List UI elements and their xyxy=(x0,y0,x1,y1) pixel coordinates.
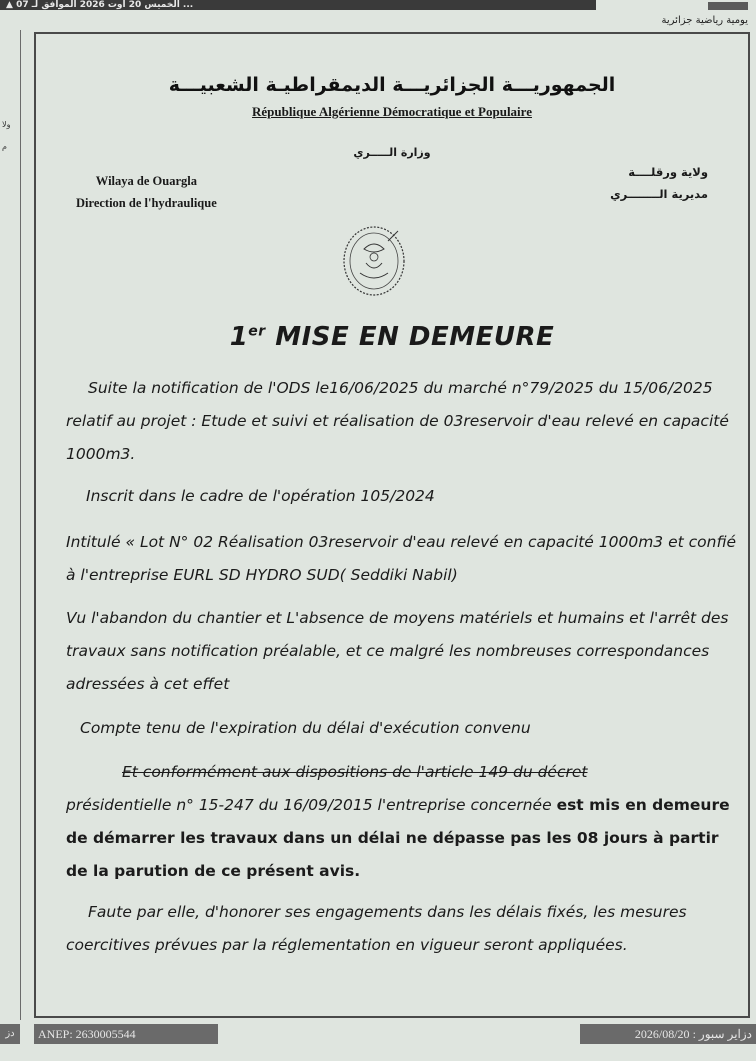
paragraph-ods: Suite la notification de l'ODS le16/06/2025 du marché n°79/2025 du 15/06/2025 relatif au projet : Etude et suivi et réalisation de 03reservoir d'eau relevé en capacité 1000m3. xyxy=(66,379,729,463)
paragraph-sanctions: Faute par elle, d'honorer ses engagements dans les délais fixés, les mesures coercitives prévues par la réglementation en vigueur seront appliquées. xyxy=(66,903,687,954)
newspaper-masthead xyxy=(598,2,748,24)
masthead-subtitle: يومية رياضية جزائرية xyxy=(661,15,748,26)
notice-demand: est mis en demeure de démarrer les travaux dans un délai ne dépasse pas les 08 jours à partir de la parution de ce présent avis. xyxy=(66,796,730,880)
ministry-ar: وزارة الـــــري xyxy=(353,146,431,159)
state-seal-icon xyxy=(338,219,410,299)
direction-fr: Direction de l'hydraulique xyxy=(76,196,217,210)
paragraph-abandon: Vu l'abandon du chantier et L'absence de moyens matériels et humains et l'arrêt des travaux sans notification préalable, et ce malgré les nombreuses correspondances adressées à cet effet xyxy=(66,609,729,693)
decree-text: présidentielle n° 15-247 du 16/09/2015 l'entreprise concernée xyxy=(66,796,557,814)
wilaya-fr: Wilaya de Ouargla xyxy=(95,174,197,188)
struck-text: Et conformément aux dispositions de l'article 149 du décret xyxy=(122,763,588,781)
paragraph-formal-notice xyxy=(66,756,736,888)
paragraph-lot: Intitulé « Lot N° 02 Réalisation 03reservoir d'eau relevé en capacité 1000m3 et confié à l'entreprise EURL SD HYDRO SUD( Seddiki Nabil) xyxy=(66,533,737,584)
masthead-logo-bar xyxy=(708,2,748,10)
left-column-fragment: م xyxy=(2,142,7,151)
wilaya-ar: ولاية ورقلــــة xyxy=(628,165,708,179)
left-column xyxy=(0,30,21,1020)
wilaya-block-ar xyxy=(610,161,708,205)
republic-title-fr: République Algérienne Démocratique et Populaire xyxy=(252,104,532,119)
anep-reference: ANEP: 2630005544 xyxy=(34,1024,218,1044)
newspaper-top-bar: ▲ الخميس 20 أوت 2026 الموافق لـ 07 ... xyxy=(0,0,596,10)
direction-ar: مديرية الــــــــري xyxy=(610,187,708,201)
left-column-fragment: ولا xyxy=(2,120,11,129)
notice-title: 1er MISE EN DEMEURE xyxy=(229,322,555,352)
wilaya-block-fr xyxy=(76,170,217,214)
footer-left-fragment: دز xyxy=(0,1024,20,1044)
paragraph-operation: Inscrit dans le cadre de l'opération 105/2024 xyxy=(86,487,435,505)
republic-title-ar: الجمهوريـــة الجزائريـــة الديمقراطيـة الشعبيـــة xyxy=(168,74,616,96)
paragraph-delay: Compte tenu de l'expiration du délai d'exécution convenu xyxy=(80,719,531,737)
publication-date: دزاير سبور : 2026/08/20 xyxy=(580,1024,756,1044)
notice-frame xyxy=(34,32,750,1018)
